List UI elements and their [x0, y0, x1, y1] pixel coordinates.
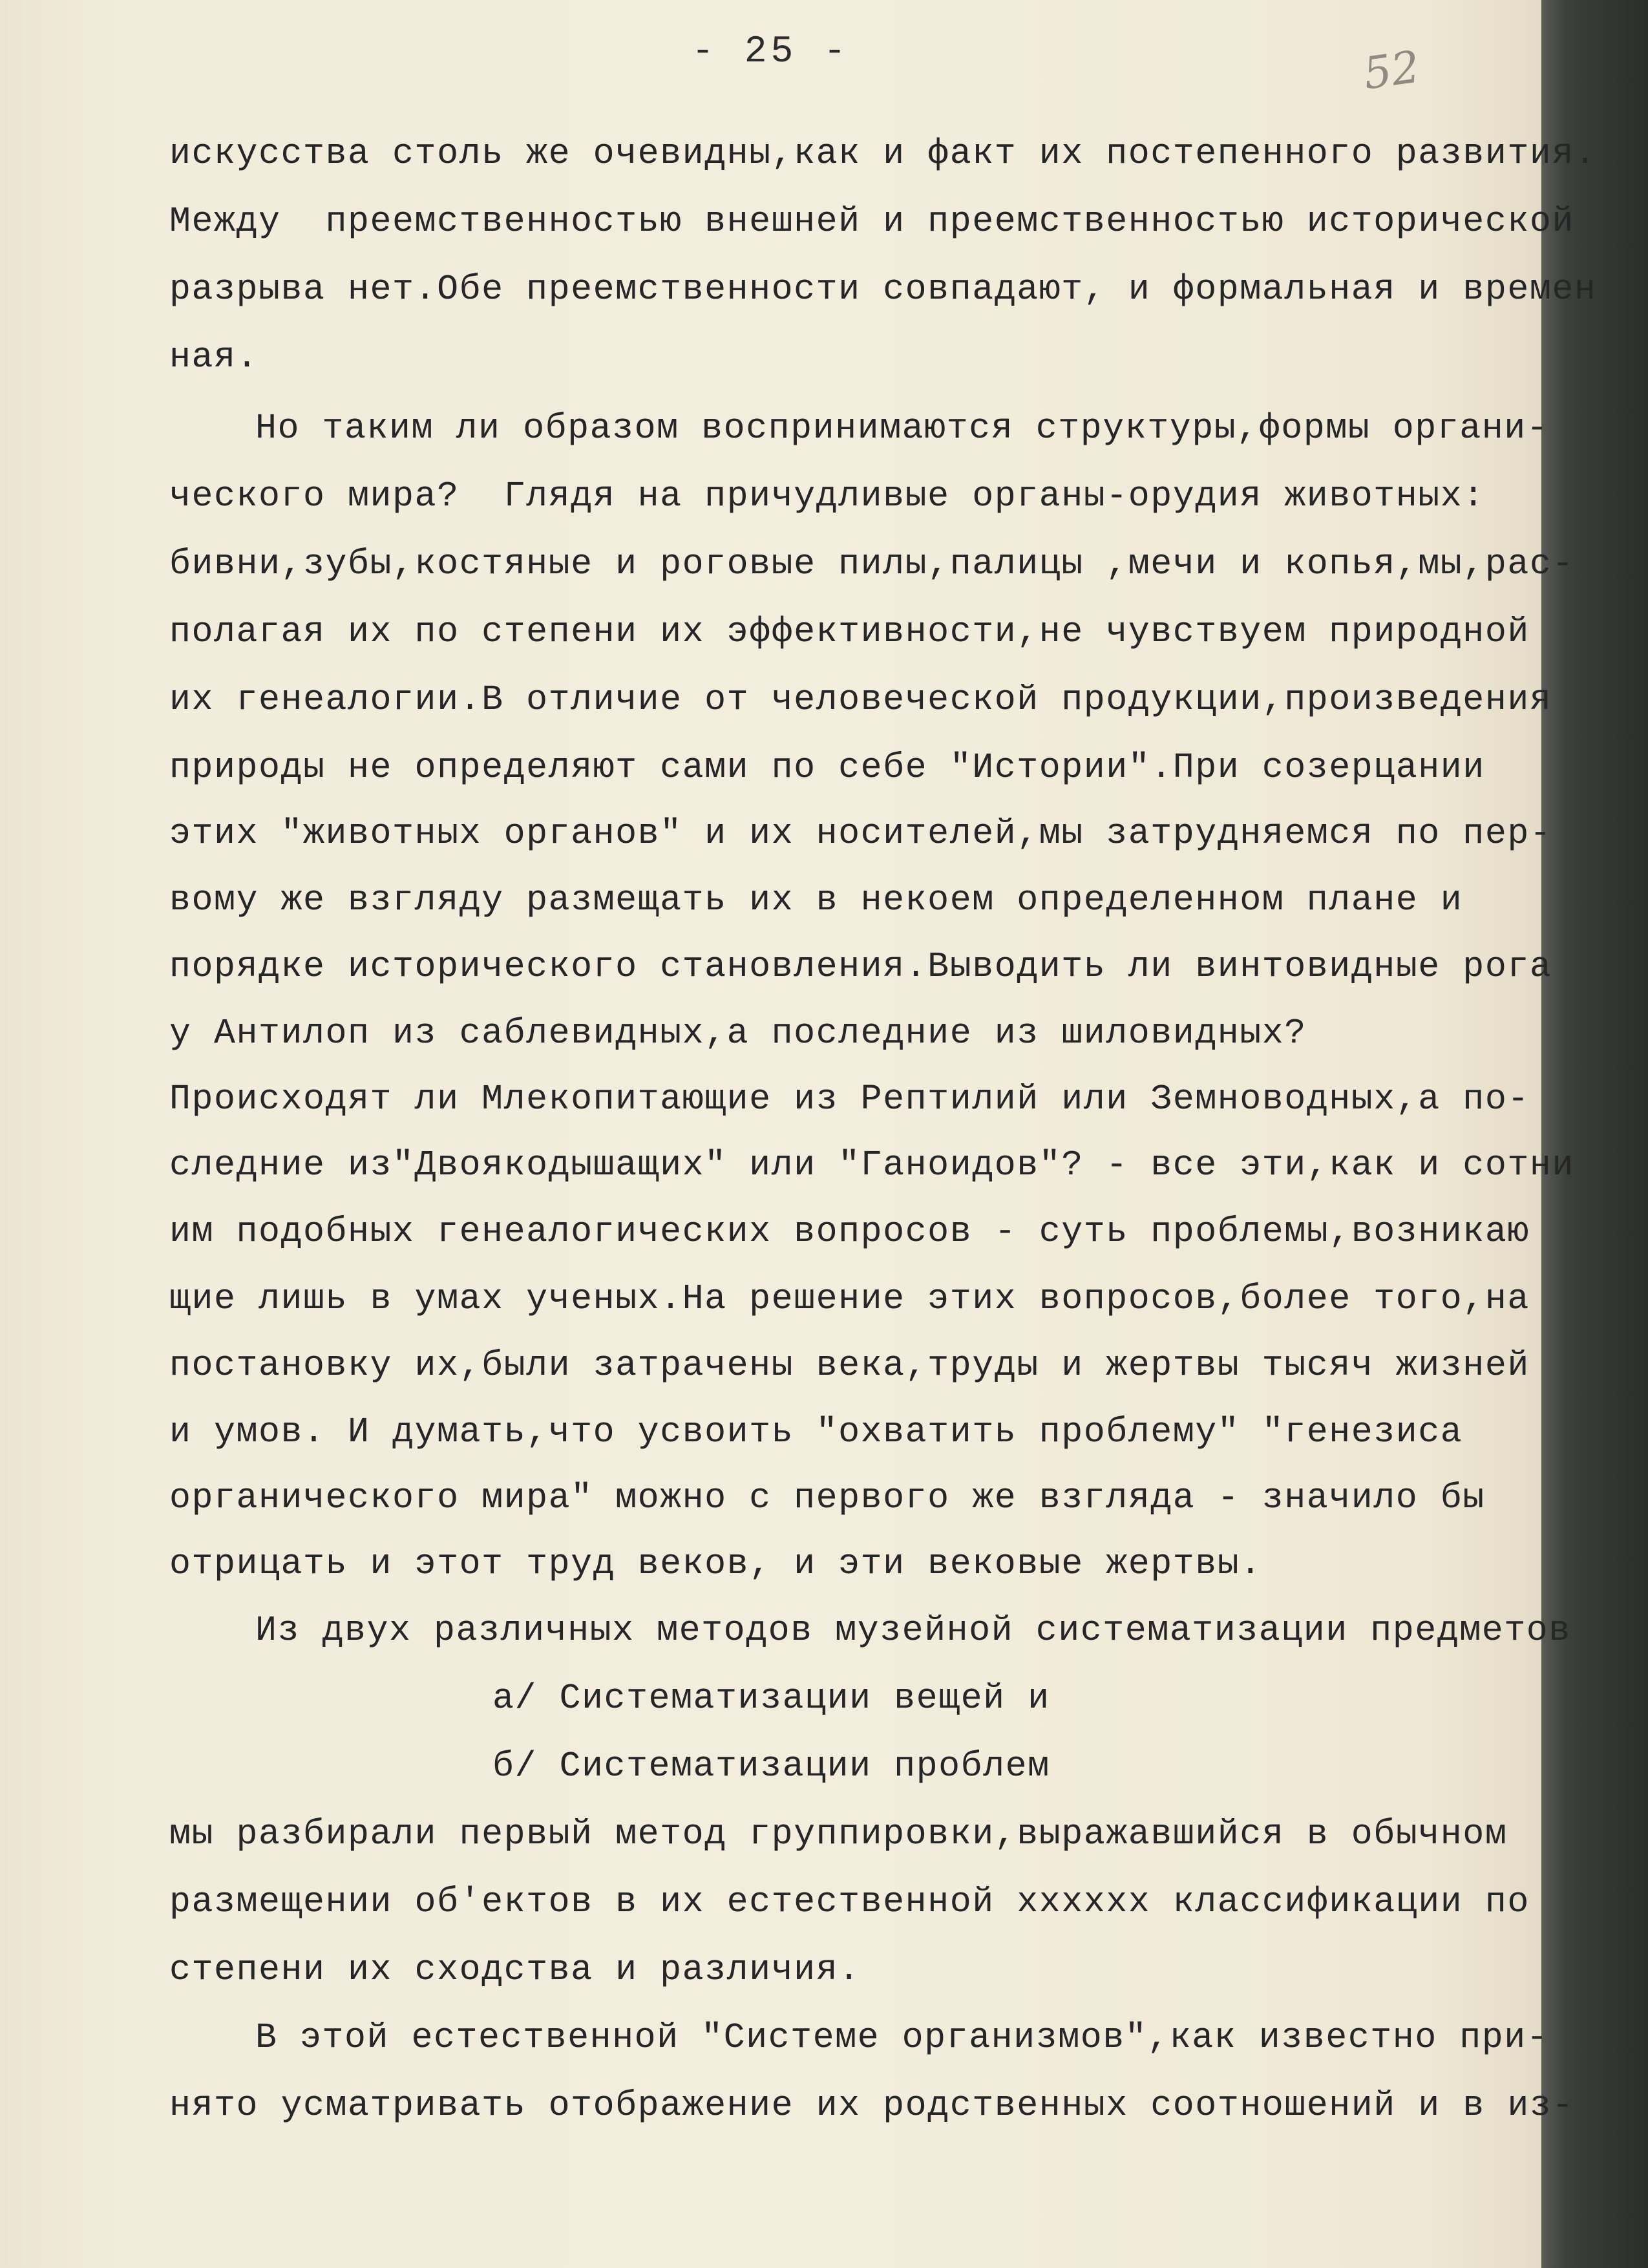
text-line: разрыва нет.Обе преемственности совпадают, и формальная и времен — [169, 269, 1597, 310]
text-line: размещении об'ектов в их естественной xxxxxx классификации по — [169, 1881, 1530, 1922]
text-line: полагая их по степени их эффективности,не чувствуем природной — [169, 611, 1530, 652]
text-line: бивни,зубы,костяные и роговые пилы,палицы ,мечи и копья,мы,рас- — [169, 544, 1574, 584]
page-edge-background — [1541, 0, 1648, 2268]
text-line: природы не определяют сами по себе "Истории".При созерцании — [169, 747, 1485, 788]
text-line: б/ Систематизации проблем — [492, 1746, 1050, 1786]
text-line: их генеалогии.В отличие от человеческой продукции,произведения — [169, 679, 1552, 720]
archive-page-number: 52 — [1360, 41, 1423, 100]
text-line: Между преемственностью внешней и преемственностью исторической — [169, 201, 1574, 242]
text-line: порядке исторического становления.Выводить ли винтовидные рога — [169, 946, 1552, 987]
text-line: следние из"Двоякодышащих" или "Ганоидов"? - все эти,как и сотни — [169, 1145, 1574, 1185]
text-line: ческого мира? Глядя на причудливые органы-орудия животных: — [169, 476, 1485, 516]
text-line: Происходят ли Млекопитающие из Рептилий или Земноводных,а по- — [169, 1079, 1530, 1119]
page-number: - 25 - — [692, 31, 850, 73]
text-line: вому же взгляду размещать их в некоем определенном плане и — [169, 880, 1463, 920]
text-line: и умов. И думать,что усвоить "охватить проблему" "генезиса — [169, 1412, 1463, 1452]
text-line: им подобных генеалогических вопросов - суть проблемы,возникаю — [169, 1211, 1530, 1252]
text-line: отрицать и этот труд веков, и эти вековые жертвы. — [169, 1543, 1262, 1584]
text-line: щие лишь в умах ученых.На решение этих вопросов,более того,на — [169, 1278, 1530, 1319]
text-line: постановку их,были затрачены века,труды и жертвы тысяч жизней — [169, 1345, 1530, 1386]
text-line: у Антилоп из саблевидных,а последние из шиловидных? — [169, 1013, 1307, 1054]
text-line: органического мира" можно с первого же взгляда - значило бы — [169, 1478, 1485, 1518]
text-line: Но таким ли образом воспринимаются структуры,формы органи- — [255, 408, 1549, 449]
text-line: В этой естественной "Системе организмов",как известно при- — [255, 2017, 1549, 2058]
text-line: нято усматривать отображение их родственных соотношений и в из- — [169, 2085, 1574, 2126]
text-line: этих "животных органов" и их носителей,мы затрудняемся по пер- — [169, 813, 1552, 854]
text-line: Из двух различных методов музейной систематизации предметов — [255, 1610, 1571, 1651]
text-line: а/ Систематизации вещей и — [492, 1678, 1050, 1719]
text-line: мы разбирали первый метод группировки,выражавшийся в обычном — [169, 1814, 1508, 1854]
text-line: степени их сходства и различия. — [169, 1949, 861, 1990]
text-line: искусства столь же очевидны,как и факт их постепенного развития. — [169, 133, 1597, 174]
text-line: ная. — [169, 337, 259, 377]
